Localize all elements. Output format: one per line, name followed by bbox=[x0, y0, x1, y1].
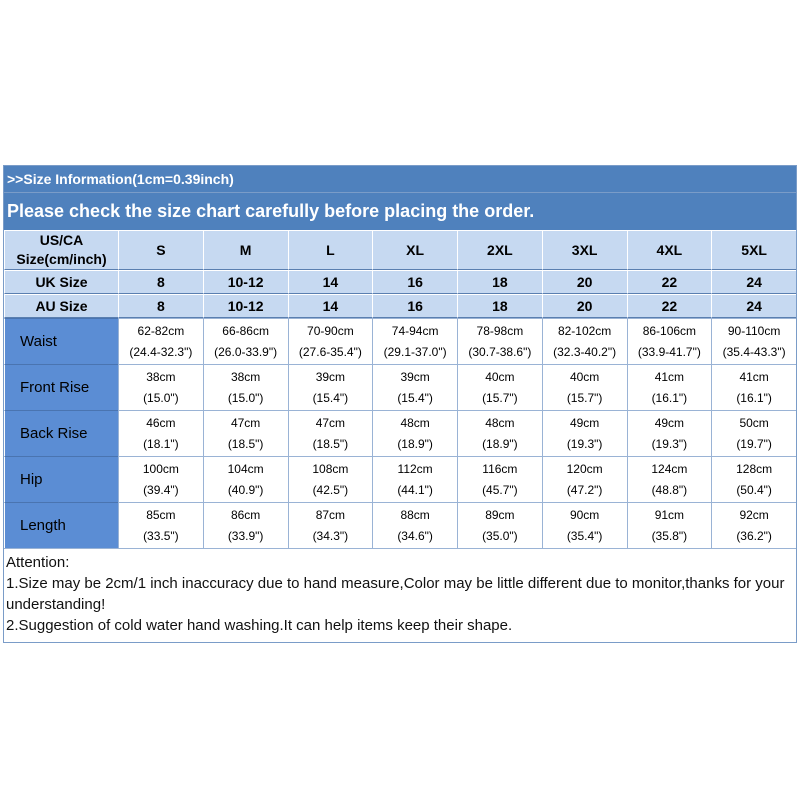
measurement-inch: (36.2") bbox=[736, 528, 772, 543]
size-row-value: 24 bbox=[711, 294, 796, 318]
size-header-corner bbox=[4, 230, 118, 270]
measurement-cm: 91cm bbox=[654, 507, 685, 522]
measurement-cm: 124cm bbox=[651, 461, 688, 476]
measurement-cell bbox=[711, 502, 796, 548]
measurement-row bbox=[4, 364, 796, 410]
measurement-cm: 108cm bbox=[312, 461, 349, 476]
measurement-cm: 70-90cm bbox=[307, 323, 354, 338]
measurement-inch: (15.7") bbox=[482, 390, 518, 405]
size-row-value: 18 bbox=[457, 270, 542, 294]
measurement-cm: 100cm bbox=[142, 461, 179, 476]
measurement-cell bbox=[457, 364, 542, 410]
size-conversion-row bbox=[4, 270, 796, 294]
measurement-inch: (30.7-38.6") bbox=[468, 344, 532, 359]
measurement-inch: (32.3-40.2") bbox=[553, 344, 617, 359]
size-header-cell: 2XL bbox=[457, 230, 542, 270]
size-row-value: 16 bbox=[372, 294, 457, 318]
measurement-cell bbox=[288, 318, 373, 364]
measurement-cm: 128cm bbox=[736, 461, 773, 476]
measurement-cm: 62-82cm bbox=[137, 323, 185, 338]
measurement-inch: (18.9") bbox=[482, 436, 518, 451]
size-header-cell: 5XL bbox=[711, 230, 796, 270]
size-row-value: 20 bbox=[542, 270, 627, 294]
measurement-cell bbox=[372, 318, 457, 364]
measurement-cell bbox=[711, 364, 796, 410]
measurement-cm: 49cm bbox=[654, 415, 685, 430]
measurement-inch: (19.3") bbox=[651, 436, 688, 451]
attention-notes bbox=[4, 548, 796, 642]
measurement-cell bbox=[457, 502, 542, 548]
measurement-inch: (48.8") bbox=[651, 482, 688, 497]
size-row-value: 18 bbox=[457, 294, 542, 318]
measurement-cell bbox=[118, 410, 203, 456]
size-header-cell: M bbox=[203, 230, 288, 270]
measurement-cell bbox=[627, 410, 712, 456]
size-info-title: Please check the size chart carefully before placing the order. bbox=[7, 201, 535, 221]
measurement-cell bbox=[203, 410, 288, 456]
measurement-inch: (15.4") bbox=[397, 390, 433, 405]
measurement-cell bbox=[542, 410, 627, 456]
size-row-value: 22 bbox=[627, 294, 712, 318]
measurement-cell bbox=[203, 364, 288, 410]
measurement-cell bbox=[457, 456, 542, 502]
measurement-cm: 47cm bbox=[230, 415, 261, 430]
measurement-cell bbox=[118, 364, 203, 410]
measurement-cm: 66-86cm bbox=[222, 323, 269, 338]
measurement-cell bbox=[288, 456, 373, 502]
measurement-label: Waist bbox=[4, 318, 118, 364]
measurement-inch: (15.4") bbox=[312, 390, 349, 405]
measurement-inch: (47.2") bbox=[566, 482, 603, 497]
size-row-value: 24 bbox=[711, 270, 796, 294]
corner-label-line: US/CA bbox=[39, 232, 84, 248]
measurement-cm: 41cm bbox=[654, 369, 685, 384]
size-header-cell: 4XL bbox=[627, 230, 712, 270]
measurement-cell bbox=[542, 318, 627, 364]
measurement-cm: 112cm bbox=[397, 461, 433, 476]
measurement-inch: (50.4") bbox=[736, 482, 772, 497]
attention-heading: Attention: bbox=[6, 554, 70, 571]
size-row-value: 10-12 bbox=[203, 294, 288, 318]
measurement-cell bbox=[711, 456, 796, 502]
corner-label-line: Size(cm/inch) bbox=[16, 251, 107, 267]
measurement-cell bbox=[372, 502, 457, 548]
measurement-inch: (15.7") bbox=[566, 390, 603, 405]
measurement-inch: (15.0") bbox=[143, 390, 179, 405]
size-table bbox=[4, 230, 796, 548]
size-chart bbox=[3, 165, 797, 643]
measurement-cell bbox=[457, 410, 542, 456]
measurement-inch: (35.8") bbox=[651, 528, 688, 543]
measurement-cell bbox=[288, 410, 373, 456]
measurement-cm: 92cm bbox=[739, 507, 769, 522]
measurement-cell bbox=[118, 502, 203, 548]
measurement-cm: 90cm bbox=[569, 507, 600, 522]
measurement-inch: (26.0-33.9") bbox=[214, 344, 278, 359]
measurement-cell bbox=[627, 318, 712, 364]
measurement-cell bbox=[118, 318, 203, 364]
measurement-cm: 50cm bbox=[739, 415, 769, 430]
measurement-cell bbox=[627, 456, 712, 502]
size-row-value: 8 bbox=[118, 294, 203, 318]
measurement-row bbox=[4, 502, 796, 548]
measurement-cm: 41cm bbox=[739, 369, 769, 384]
measurement-inch: (18.5") bbox=[312, 436, 349, 451]
measurement-cm: 40cm bbox=[569, 369, 600, 384]
measurement-inch: (29.1-37.0") bbox=[383, 344, 447, 359]
measurement-cm: 48cm bbox=[485, 415, 515, 430]
measurement-cm: 46cm bbox=[146, 415, 176, 430]
size-conversion-row bbox=[4, 294, 796, 318]
measurement-cell bbox=[372, 456, 457, 502]
measurement-cell bbox=[203, 502, 288, 548]
measurement-cm: 39cm bbox=[315, 369, 346, 384]
measurement-cm: 47cm bbox=[315, 415, 346, 430]
measurement-inch: (18.5") bbox=[227, 436, 264, 451]
measurement-cell bbox=[457, 318, 542, 364]
measurement-cm: 120cm bbox=[566, 461, 603, 476]
measurement-cm: 38cm bbox=[230, 369, 261, 384]
measurement-cm: 104cm bbox=[227, 461, 264, 476]
measurement-row bbox=[4, 410, 796, 456]
size-table-body bbox=[4, 230, 796, 548]
measurement-inch: (19.7") bbox=[736, 436, 772, 451]
size-header-cell: 3XL bbox=[542, 230, 627, 270]
size-row-label: UK Size bbox=[4, 270, 118, 294]
measurement-inch: (18.1") bbox=[143, 436, 179, 451]
measurement-cm: 48cm bbox=[400, 415, 430, 430]
size-header-row bbox=[4, 230, 796, 270]
measurement-cell bbox=[288, 502, 373, 548]
size-row-value: 20 bbox=[542, 294, 627, 318]
measurement-cm: 88cm bbox=[400, 507, 430, 522]
measurement-cm: 74-94cm bbox=[391, 323, 439, 338]
size-info-subtitle: >>Size Information(1cm=0.39inch) bbox=[4, 166, 796, 193]
measurement-cell bbox=[542, 456, 627, 502]
measurement-cm: 82-102cm bbox=[557, 323, 612, 338]
measurement-inch: (39.4") bbox=[143, 482, 179, 497]
measurement-inch: (18.9") bbox=[397, 436, 433, 451]
size-row-value: 22 bbox=[627, 270, 712, 294]
size-header-cell: XL bbox=[372, 230, 457, 270]
measurement-inch: (35.0") bbox=[482, 528, 518, 543]
measurement-inch: (33.9") bbox=[227, 528, 264, 543]
measurement-cell bbox=[372, 410, 457, 456]
measurement-cell bbox=[627, 364, 712, 410]
measurement-inch: (27.6-35.4") bbox=[298, 344, 362, 359]
attention-note-2: 2.Suggestion of cold water hand washing.It can help items keep their shape. bbox=[6, 617, 513, 634]
measurement-cm: 86-106cm bbox=[642, 323, 697, 338]
size-row-value: 10-12 bbox=[203, 270, 288, 294]
measurement-cm: 38cm bbox=[146, 369, 176, 384]
measurement-row bbox=[4, 318, 796, 364]
size-row-value: 14 bbox=[288, 294, 373, 318]
measurement-cell bbox=[627, 502, 712, 548]
size-row-value: 14 bbox=[288, 270, 373, 294]
measurement-inch: (35.4") bbox=[566, 528, 603, 543]
measurement-inch: (34.3") bbox=[312, 528, 349, 543]
measurement-label: Front Rise bbox=[4, 364, 118, 410]
measurement-cell bbox=[711, 410, 796, 456]
measurement-row bbox=[4, 456, 796, 502]
measurement-cell bbox=[372, 364, 457, 410]
measurement-inch: (35.4-43.3") bbox=[722, 344, 786, 359]
measurement-cm: 116cm bbox=[482, 461, 518, 476]
measurement-inch: (15.0") bbox=[227, 390, 264, 405]
measurement-cm: 89cm bbox=[485, 507, 515, 522]
measurement-cm: 90-110cm bbox=[727, 323, 781, 338]
measurement-cell bbox=[542, 364, 627, 410]
measurement-inch: (16.1") bbox=[651, 390, 688, 405]
measurement-cm: 40cm bbox=[485, 369, 515, 384]
measurement-cell bbox=[288, 364, 373, 410]
measurement-inch: (34.6") bbox=[397, 528, 433, 543]
size-header-cell: S bbox=[118, 230, 203, 270]
measurement-cell bbox=[118, 456, 203, 502]
measurement-inch: (45.7") bbox=[482, 482, 518, 497]
attention-note-1: 1.Size may be 2cm/1 inch inaccuracy due to hand measure,Color may be little different due to monitor,thanks for your understanding! bbox=[6, 575, 785, 613]
measurement-cell bbox=[203, 456, 288, 502]
measurement-inch: (16.1") bbox=[736, 390, 772, 405]
measurement-inch: (19.3") bbox=[566, 436, 603, 451]
measurement-inch: (33.9-41.7") bbox=[637, 344, 701, 359]
measurement-cell bbox=[711, 318, 796, 364]
measurement-cell bbox=[203, 318, 288, 364]
size-header-cell: L bbox=[288, 230, 373, 270]
measurement-inch: (24.4-32.3") bbox=[129, 344, 193, 359]
measurement-inch: (40.9") bbox=[227, 482, 264, 497]
size-row-value: 8 bbox=[118, 270, 203, 294]
measurement-label: Back Rise bbox=[4, 410, 118, 456]
measurement-cell bbox=[542, 502, 627, 548]
measurement-label: Hip bbox=[4, 456, 118, 502]
measurement-label: Length bbox=[4, 502, 118, 548]
measurement-inch: (42.5") bbox=[312, 482, 349, 497]
measurement-cm: 85cm bbox=[146, 507, 176, 522]
measurement-cm: 39cm bbox=[400, 369, 430, 384]
size-info-banner bbox=[4, 166, 796, 230]
measurement-inch: (33.5") bbox=[143, 528, 179, 543]
measurement-inch: (44.1") bbox=[397, 482, 433, 497]
measurement-cm: 86cm bbox=[230, 507, 261, 522]
measurement-cm: 87cm bbox=[315, 507, 346, 522]
size-row-label: AU Size bbox=[4, 294, 118, 318]
size-row-value: 16 bbox=[372, 270, 457, 294]
measurement-cm: 49cm bbox=[569, 415, 600, 430]
measurement-cm: 78-98cm bbox=[476, 323, 524, 338]
